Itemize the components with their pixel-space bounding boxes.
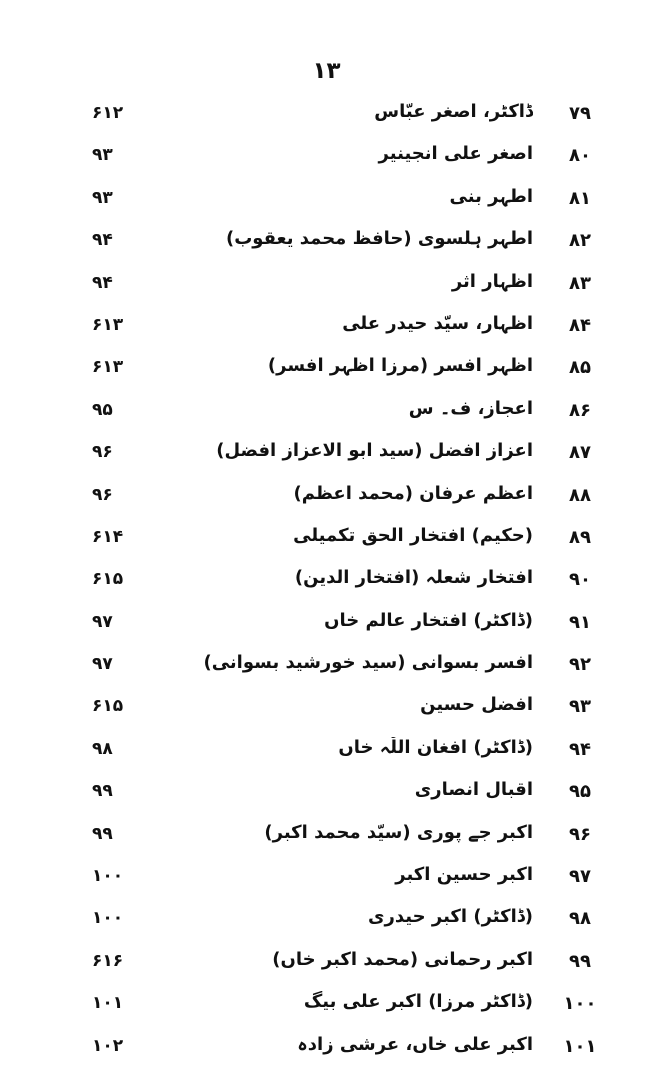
index-entry: [0, 308, 653, 350]
entry-serial: ۸۰: [569, 145, 591, 167]
entry-serial: ۹۱: [569, 611, 591, 633]
index-entry: [0, 393, 653, 435]
entry-name: اقبال انصاری: [414, 779, 533, 801]
index-entry: [0, 689, 653, 731]
entry-name: اطہر بنی: [449, 185, 533, 207]
index-entry: [0, 647, 653, 689]
entry-page-number: ۹۳: [92, 187, 113, 208]
entry-page-number: ۶۱۳: [92, 357, 124, 378]
entry-serial: ۹۸: [569, 908, 591, 930]
entry-serial: ۹۷: [569, 866, 591, 888]
index-entry: [0, 605, 653, 647]
entry-page-number: ۹۴: [92, 230, 113, 251]
entry-serial: ۸۱: [569, 187, 591, 209]
entry-page-number: ۱۰۰: [92, 908, 124, 929]
entry-serial: ۹۲: [569, 654, 591, 676]
entry-serial: ۸۴: [569, 314, 591, 336]
entry-name: اعجاز، ف۔ س: [408, 397, 533, 419]
entry-name: (ڈاکٹر) افغان اللّٰہ خاں: [338, 736, 533, 758]
entry-serial: ۷۹: [569, 103, 591, 124]
entry-name: اعظم عرفان (محمد اعظم): [293, 482, 533, 504]
entry-page-number: ۶۱۵: [92, 696, 124, 717]
entry-page-number: ۹۵: [92, 399, 113, 420]
entry-name: (ڈاکٹر) اکبر حیدری: [368, 906, 533, 928]
entry-name: اعزاز افضل (سید ابو الاعزاز افضل): [216, 440, 533, 462]
entry-name: (ڈاکٹر مرزا) اکبر علی بیگ: [303, 991, 533, 1013]
entry-serial: ۹۴: [569, 738, 591, 760]
entry-name: اظہار اثر: [451, 270, 533, 292]
entry-serial: ۸۶: [569, 399, 591, 421]
index-entry: [0, 732, 653, 774]
entry-serial: ۸۷: [569, 442, 591, 464]
entry-name: اظہر افسر (مرزا اظہر افسر): [267, 355, 533, 377]
index-entry: [0, 1029, 653, 1071]
entry-serial: ۹۶: [569, 823, 591, 845]
index-entry: [0, 435, 653, 477]
index-entry: [0, 350, 653, 392]
entry-serial: ۸۵: [569, 357, 591, 379]
entry-serial: ۹۳: [569, 696, 591, 718]
entry-serial: ۹۹: [569, 950, 591, 972]
entry-name: اظہار، سیّد حیدر علی: [342, 312, 533, 334]
entry-page-number: ۹۳: [92, 145, 113, 166]
entry-page-number: ۹۶: [92, 484, 113, 505]
index-entry: [0, 774, 653, 816]
entry-page-number: ۹۹: [92, 781, 113, 802]
entry-page-number: ۶۱۶: [92, 950, 124, 971]
entry-serial: ۹۰: [569, 569, 591, 591]
entry-name: افسر بسوانی (سید خورشید بسوانی): [203, 652, 533, 674]
index-entry: [0, 986, 653, 1028]
entry-name: ڈاکٹر، اصغر عبّاس: [374, 101, 533, 122]
entry-page-number: ۹۸: [92, 738, 113, 759]
index-entry: [0, 817, 653, 859]
index-entry: [0, 520, 653, 562]
entry-name: اکبر علی خاں، عرشی زادہ: [297, 1033, 533, 1055]
entry-name: اطہر ہلسوی (حافظ محمد یعقوب): [225, 228, 533, 250]
entry-serial: ۸۹: [569, 526, 591, 548]
entry-name: (ڈاکٹر) افتخار عالم خاں: [324, 609, 533, 631]
entry-page-number: ۹۴: [92, 272, 113, 293]
entry-page-number: ۶۱۳: [92, 314, 124, 335]
entry-serial: ۸۸: [569, 484, 591, 506]
entry-serial: ۸۲: [569, 230, 591, 252]
entry-name: اصغر علی انجینیر: [378, 143, 533, 165]
index-entry: [0, 181, 653, 223]
index-entry: [0, 944, 653, 986]
entry-name: اکبر حسین اکبر: [395, 864, 533, 886]
entry-page-number: ۹۹: [92, 823, 113, 844]
index-entry: [0, 901, 653, 943]
index-entry: [0, 859, 653, 901]
entry-serial: ۱۰۱: [563, 1035, 597, 1057]
entry-name: (حکیم) افتخار الحق تکمیلی: [293, 524, 533, 546]
entry-page-number: ۱۰۰: [92, 866, 124, 887]
entry-name: اکبر جے پوری (سیّد محمد اکبر): [264, 821, 533, 843]
index-entry: [0, 266, 653, 308]
entry-page-number: ۱۰۲: [92, 1035, 124, 1056]
entry-page-number: ۹۶: [92, 442, 113, 463]
entry-page-number: ۹۷: [92, 654, 113, 675]
entry-name: اکبر رحمانی (محمد اکبر خاں): [272, 948, 533, 970]
entry-page-number: ۶۱۵: [92, 569, 124, 590]
entry-serial: ۱۰۰: [563, 993, 597, 1015]
entry-name: افتخار شعلہ (افتخار الدین): [294, 567, 533, 589]
entry-serial: ۹۵: [569, 781, 591, 803]
entry-page-number: ۶۱۴: [92, 526, 124, 547]
entry-name: افضل حسین: [420, 694, 533, 716]
index-list: [0, 96, 653, 1071]
index-entry: [0, 223, 653, 265]
index-entry: [0, 562, 653, 604]
entry-page-number: ۱۰۱: [92, 993, 124, 1014]
index-entry: [0, 478, 653, 520]
index-entry: [0, 96, 653, 138]
entry-page-number: ۹۷: [92, 611, 113, 632]
page-number: ۱۳: [312, 58, 341, 84]
entry-serial: ۸۳: [569, 272, 591, 294]
entry-page-number: ۶۱۲: [92, 103, 124, 123]
index-entry: [0, 138, 653, 180]
